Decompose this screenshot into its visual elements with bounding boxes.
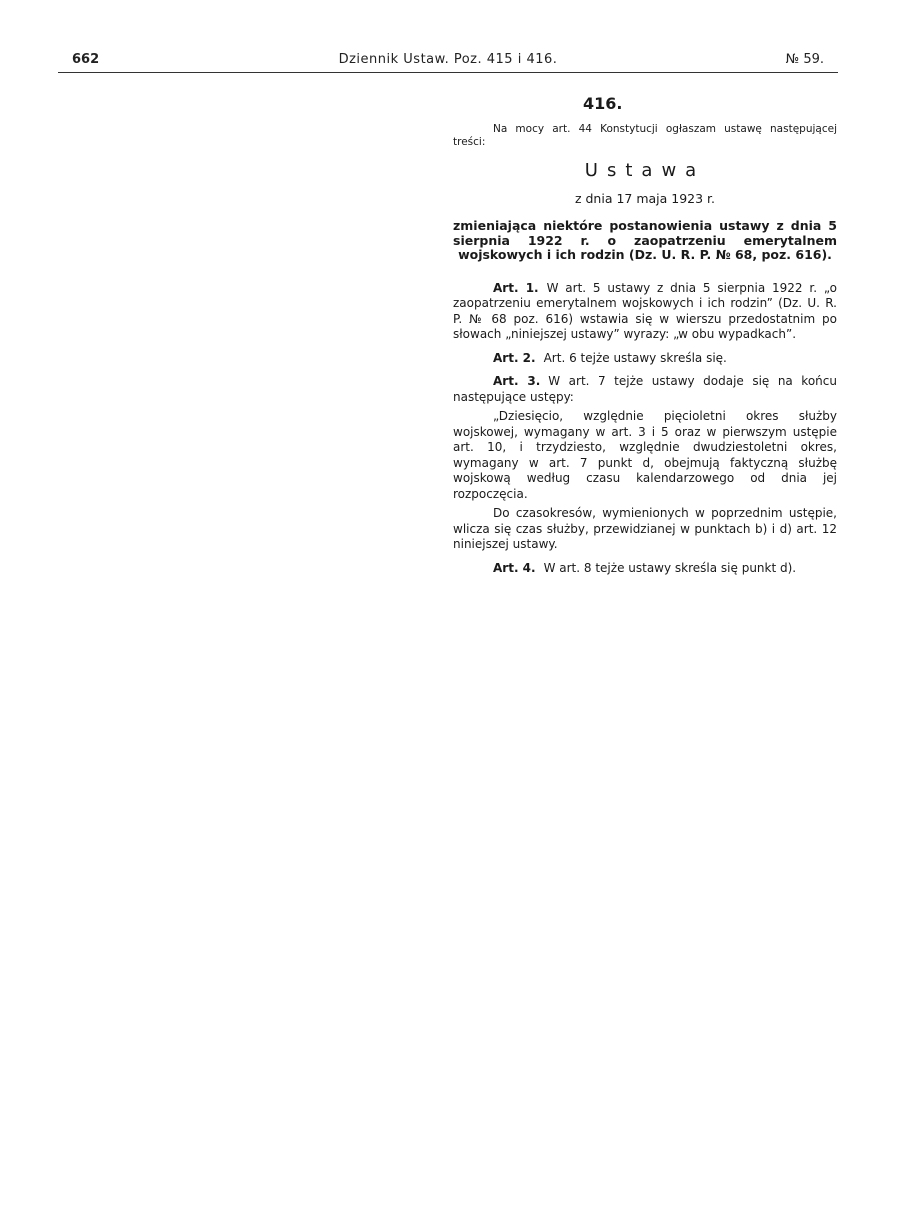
article-text: W art. 8 tejże ustawy skreśla się punkt d). [543, 560, 797, 575]
running-header [58, 52, 838, 74]
act-date: z dnia 17 maja 1923 r. [574, 190, 716, 206]
quoted-paragraph-1: „Dziesięcio, względnie pięcioletni okres służby wojskowej, wymagany w art. 3 i 5 oraz w pierwszym ustępie art. 10, i trzydziesto, względnie dwudziestoletni okres, wymagany w art. 7 punkt d, obejmują faktyczną służbę wojskową według czasu kalendarzowego od dnia jej rozpoczęcia. [453, 409, 837, 501]
header-rule [58, 72, 838, 73]
journal-title: Dziennik Ustaw. Poz. 415 i 416. [338, 52, 558, 67]
article-text: W art. 7 tejże ustawy dodaje się na końcu następujące ustępy: [453, 374, 837, 404]
act-title: Ustawa [584, 159, 706, 181]
article-label: Art. 4. [493, 560, 536, 575]
article-label: Art. 3. [493, 374, 541, 388]
act-number: 416. [583, 94, 623, 113]
article-1 [453, 281, 837, 343]
act-subject: zmieniająca niektóre postanowienia ustawy z dnia 5 sierpnia 1922 r. o zaopatrzeniu emerytalnem wojskowych i ich rodzin (Dz. U. R. P. № 68, poz. 616). [453, 218, 837, 262]
quoted-paragraph-2: Do czasokresów, wymienionych w poprzednim ustępie, wlicza się czas służby, przewidzianej w punktach b) i d) art. 12 niniejszej ustawy. [453, 506, 837, 551]
article-2 [453, 351, 837, 367]
article-4 [453, 561, 837, 577]
article-label: Art. 2. [493, 350, 536, 365]
article-3 [453, 374, 837, 405]
page-number: 662 [72, 52, 100, 67]
article-text: W art. 5 ustawy z dnia 5 sierpnia 1922 r. „o zaopatrzeniu emerytalnem wojskowych i ich rodzin” (Dz. U. R. P. № 68 poz. 616) wstawia się w wierszu przedostatnim po słowach „niniejszej ustawy” wyrazy: „w obu wypadkach”. [453, 280, 837, 341]
article-text: Art. 6 tejże ustawy skreśla się. [543, 350, 727, 365]
act-column [453, 96, 837, 584]
act-preamble: Na mocy art. 44 Konstytucji ogłaszam ustawę następującej treści: [453, 122, 837, 148]
issue-number: № 59. [785, 52, 824, 67]
article-label: Art. 1. [493, 280, 539, 295]
